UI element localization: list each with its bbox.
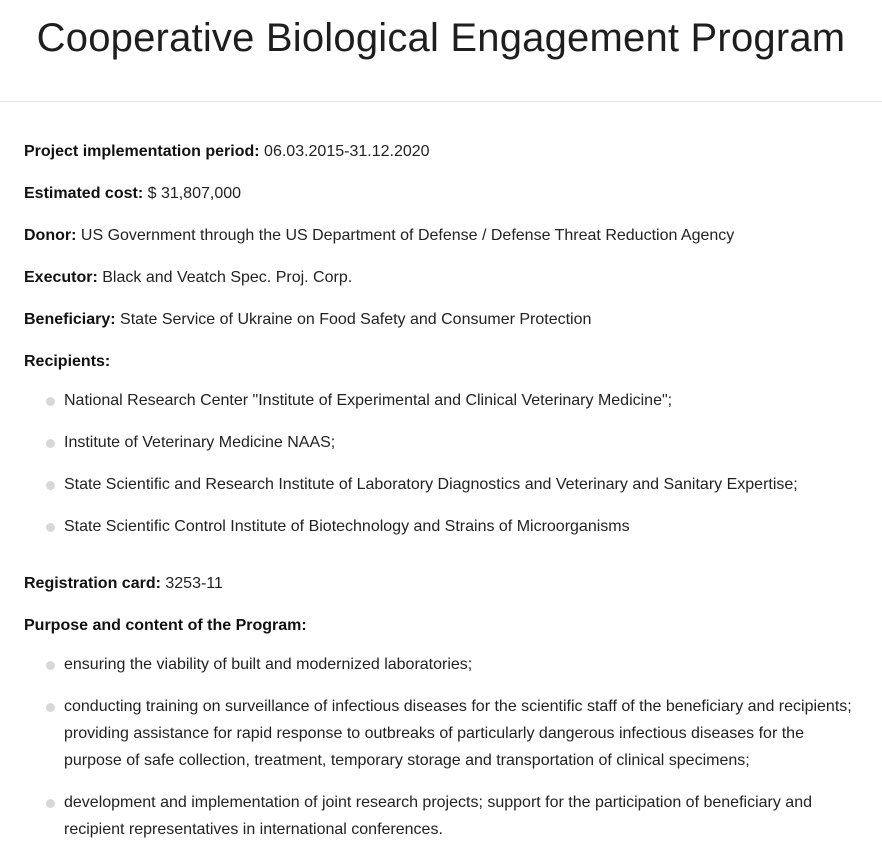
bullet-icon [46, 397, 55, 406]
page-header [0, 0, 882, 102]
field-cost [24, 180, 858, 207]
program-details [0, 102, 882, 843]
field-beneficiary [24, 306, 858, 333]
field-value: Black and Veatch Spec. Proj. Corp. [102, 269, 353, 286]
field-value: State Service of Ukraine on Food Safety and Consumer Protection [120, 311, 592, 328]
list-item [64, 429, 858, 456]
list-item-text: ensuring the viability of built and modernized laboratories; [64, 656, 473, 673]
bullet-icon [46, 481, 55, 490]
field-executor [24, 264, 858, 291]
field-label: Project implementation period: [24, 143, 260, 160]
field-label: Executor: [24, 269, 98, 286]
bullet-icon [46, 439, 55, 448]
field-label: Donor: [24, 227, 77, 244]
field-label: Estimated cost: [24, 185, 144, 202]
list-item-text: State Scientific and Research Institute of Laboratory Diagnostics and Veterinary and Sanitary Expertise; [64, 476, 798, 493]
list-item-text: conducting training on surveillance of infectious diseases for the scientific staff of the beneficiary and recipients; providing assistance for rapid response to outbreaks of particularly dangerous infectious diseases for the purpose of safe collection, treatment, temporary storage and transportation of clinical specimens; [64, 698, 852, 769]
list-item [64, 471, 858, 498]
field-label: Beneficiary: [24, 311, 116, 328]
list-item-text: National Research Center "Institute of Experimental and Clinical Veterinary Medicine"; [64, 392, 673, 409]
list-item [64, 693, 858, 774]
bullet-icon [46, 703, 55, 712]
list-item-text: Institute of Veterinary Medicine NAAS; [64, 434, 336, 451]
page-title: Cooperative Biological Engagement Program [36, 16, 846, 60]
field-registration [24, 570, 858, 597]
field-value: US Government through the US Department of Defense / Defense Threat Reduction Agency [80, 227, 735, 244]
field-donor [24, 222, 858, 249]
list-item-text: development and implementation of joint research projects; support for the participation of beneficiary and recipient representatives in international conferences. [64, 794, 812, 838]
bullet-icon [46, 523, 55, 532]
field-label: Registration card: [24, 575, 161, 592]
bullet-icon [46, 661, 55, 670]
field-value: $ 31,807,000 [147, 185, 242, 202]
purpose-list [24, 651, 858, 843]
bullet-icon [46, 799, 55, 808]
field-period [24, 138, 858, 165]
list-item [64, 651, 858, 678]
field-value: 3253-11 [165, 575, 223, 592]
field-value: 06.03.2015-31.12.2020 [264, 143, 430, 160]
purpose-heading: Purpose and content of the Program: [24, 617, 307, 634]
list-item [64, 789, 858, 843]
list-item [64, 513, 858, 540]
list-item-text: State Scientific Control Institute of Biotechnology and Strains of Microorganisms [64, 518, 630, 535]
list-item [64, 387, 858, 414]
recipients-heading: Recipients: [24, 353, 111, 370]
recipients-list [24, 387, 858, 540]
